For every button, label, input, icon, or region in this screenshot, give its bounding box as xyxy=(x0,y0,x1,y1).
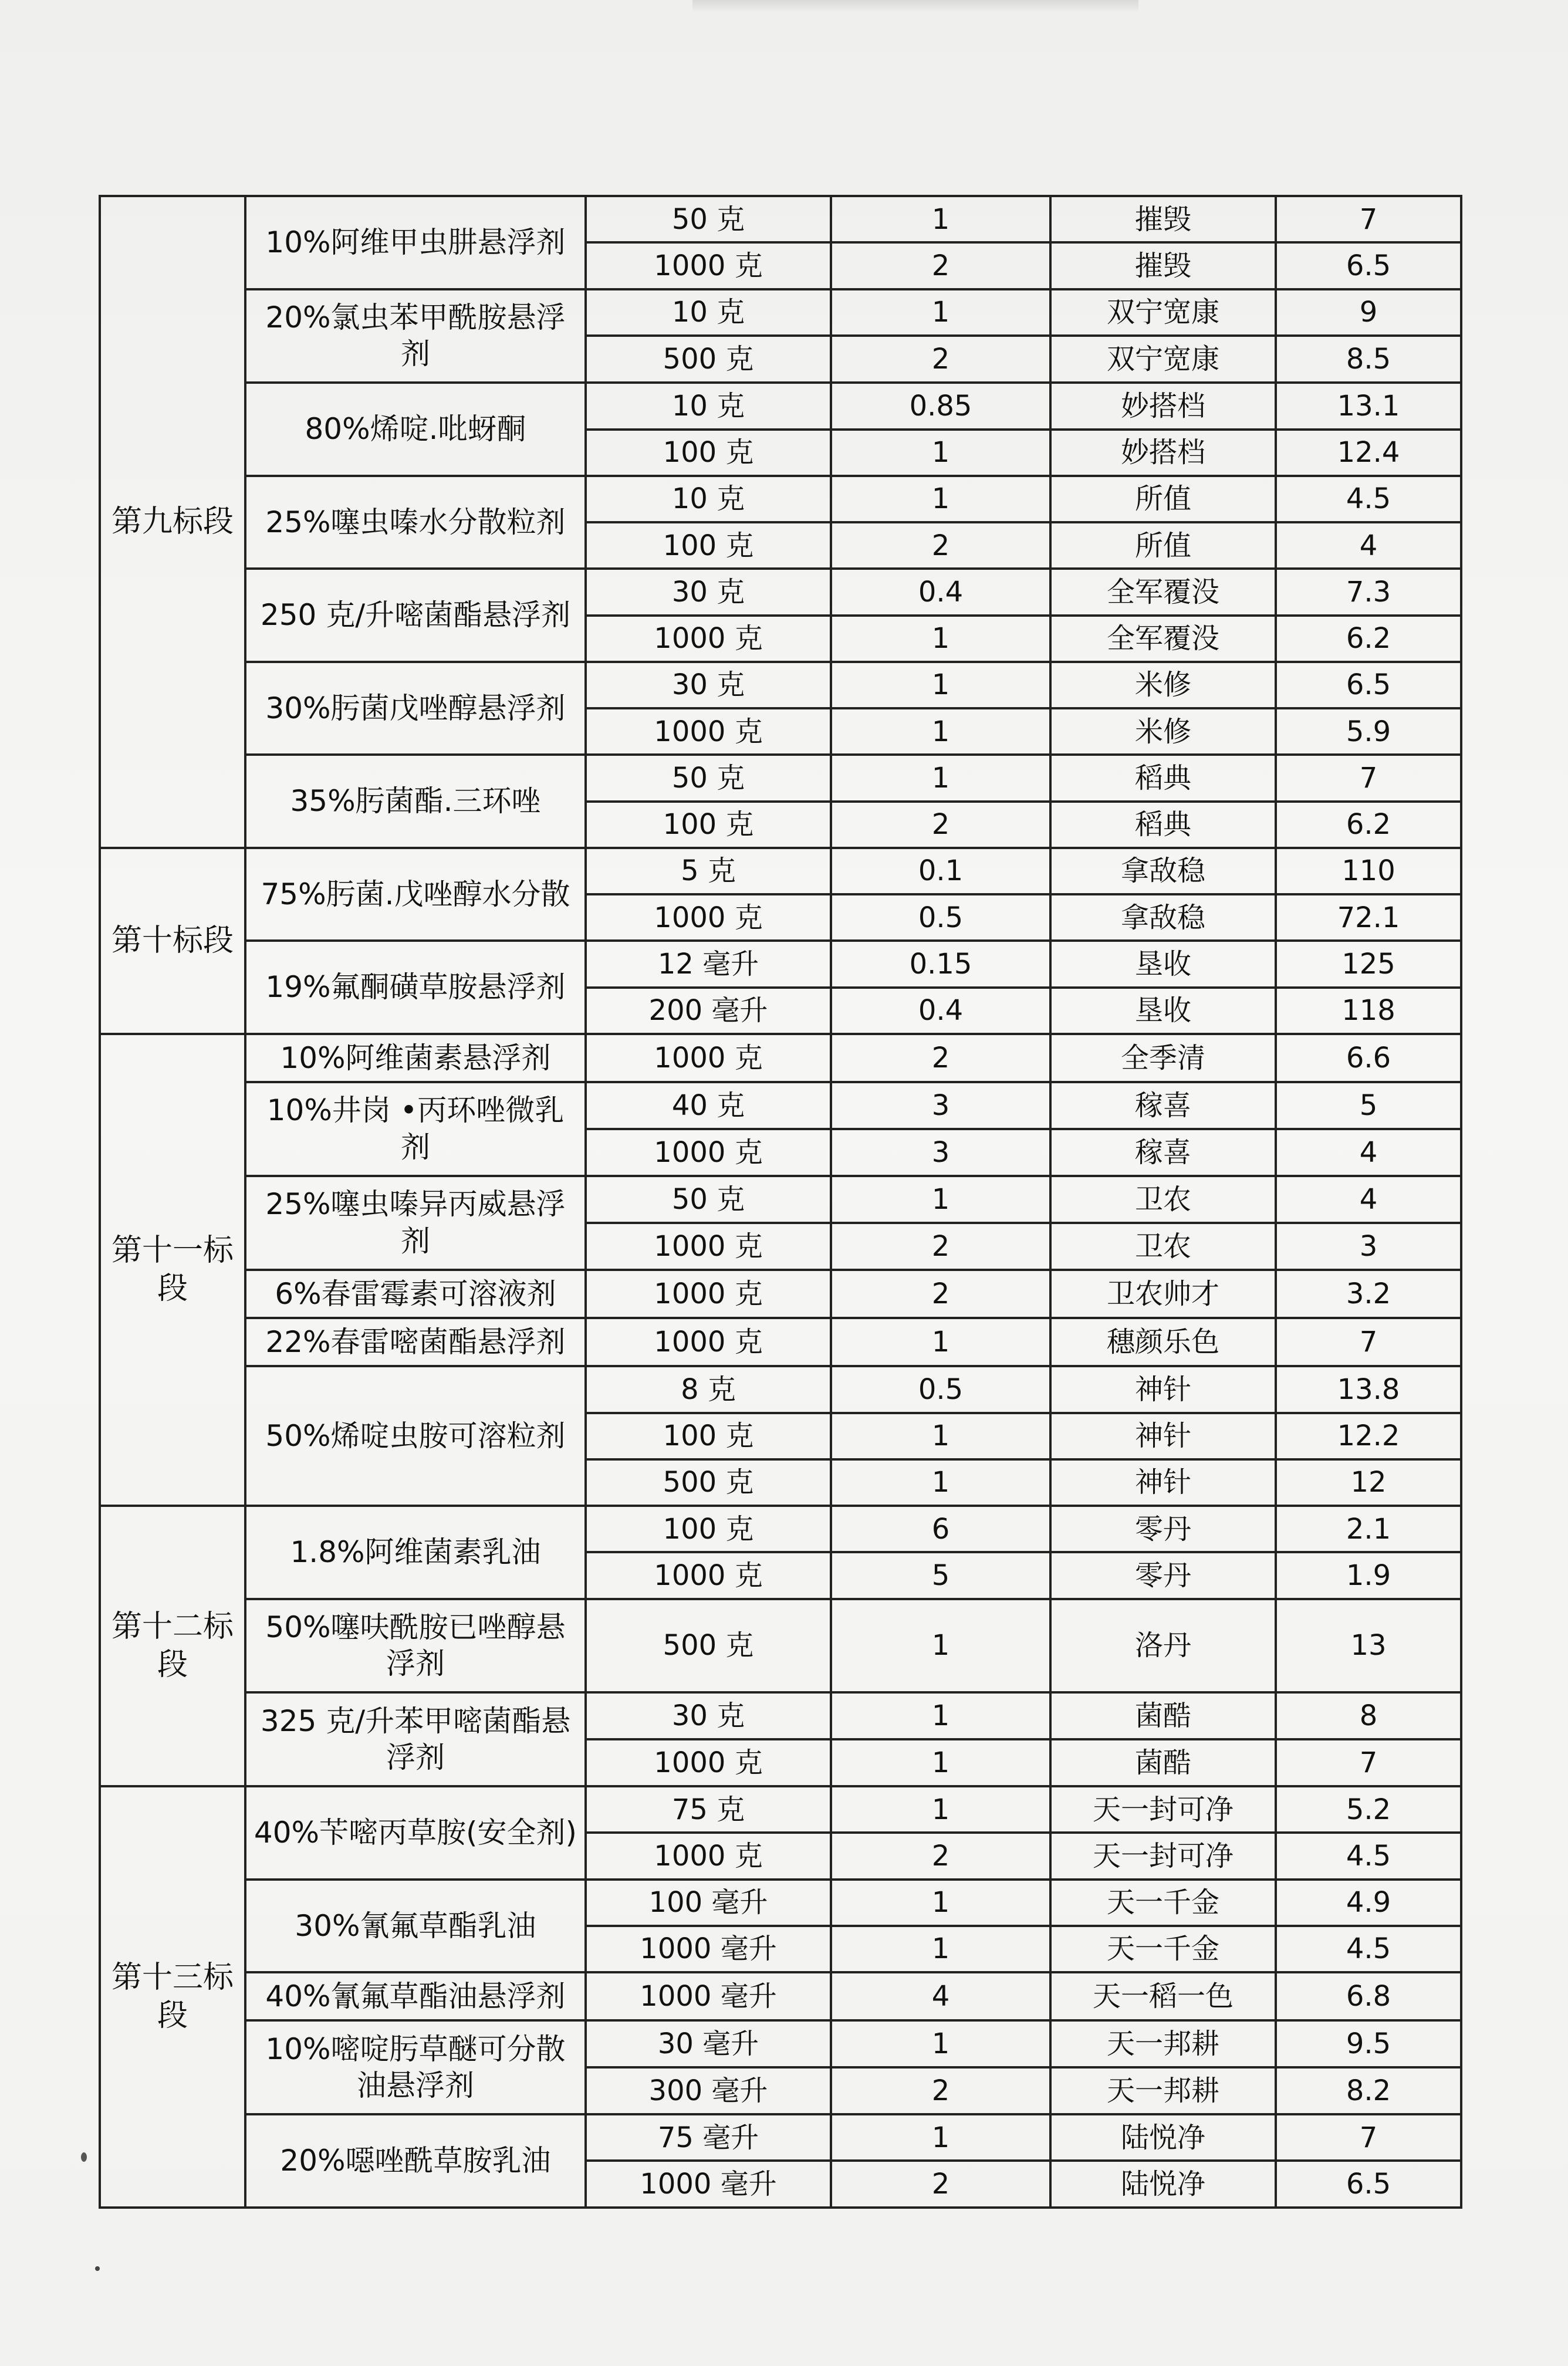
qty-cell: 2 xyxy=(831,2067,1050,2114)
brand-cell: 卫农帅才 xyxy=(1050,1270,1276,1318)
spec-cell: 1000 克 xyxy=(586,1129,831,1176)
brand-cell: 卫农 xyxy=(1050,1223,1276,1270)
product-name-cell: 30%氰氟草酯乳油 xyxy=(245,1880,586,1973)
product-name-cell: 10%阿维菌素悬浮剂 xyxy=(245,1034,586,1082)
price-cell: 5 xyxy=(1276,1082,1461,1129)
price-cell: 4 xyxy=(1276,1129,1461,1176)
qty-cell: 1 xyxy=(831,1739,1050,1786)
price-cell: 6.5 xyxy=(1276,2161,1461,2208)
spec-cell: 500 克 xyxy=(586,1459,831,1506)
qty-cell: 0.1 xyxy=(831,848,1050,894)
spec-cell: 500 克 xyxy=(586,1599,831,1693)
section-name-cell: 第十二标段 xyxy=(100,1506,245,1786)
table-row xyxy=(100,1972,1461,2020)
spec-cell: 1000 克 xyxy=(586,242,831,289)
qty-cell: 3 xyxy=(831,1082,1050,1129)
qty-cell: 6 xyxy=(831,1506,1050,1552)
price-cell: 1.9 xyxy=(1276,1552,1461,1598)
qty-cell: 1 xyxy=(831,2020,1050,2067)
price-cell: 5.2 xyxy=(1276,1786,1461,1833)
qty-cell: 1 xyxy=(831,289,1050,336)
table-row xyxy=(100,848,1461,894)
brand-cell: 零丹 xyxy=(1050,1506,1276,1552)
qty-cell: 1 xyxy=(831,1599,1050,1693)
qty-cell: 1 xyxy=(831,1880,1050,1926)
table-row xyxy=(100,2114,1461,2161)
spec-cell: 10 克 xyxy=(586,289,831,336)
table-row xyxy=(100,1880,1461,1926)
scan-speck xyxy=(95,2266,100,2271)
brand-cell: 所值 xyxy=(1050,522,1276,569)
price-cell: 8.2 xyxy=(1276,2067,1461,2114)
qty-cell: 1 xyxy=(831,1459,1050,1506)
qty-cell: 1 xyxy=(831,1413,1050,1459)
brand-cell: 天一封可净 xyxy=(1050,1833,1276,1879)
table-row xyxy=(100,1318,1461,1366)
spec-cell: 1000 毫升 xyxy=(586,1926,831,1972)
brand-cell: 天一封可净 xyxy=(1050,1786,1276,1833)
qty-cell: 2 xyxy=(831,2161,1050,2208)
price-cell: 7 xyxy=(1276,1318,1461,1366)
table-row xyxy=(100,1270,1461,1318)
product-name-cell: 10%阿维甲虫肼悬浮剂 xyxy=(245,196,586,289)
price-cell: 7 xyxy=(1276,755,1461,801)
spec-cell: 30 毫升 xyxy=(586,2020,831,2067)
bleed-through-shadow xyxy=(692,0,1138,13)
brand-cell: 稼喜 xyxy=(1050,1129,1276,1176)
spec-cell: 1000 克 xyxy=(586,1833,831,1879)
spec-cell: 1000 克 xyxy=(586,1034,831,1082)
price-cell: 13.8 xyxy=(1276,1366,1461,1412)
brand-cell: 妙搭档 xyxy=(1050,430,1276,476)
spec-cell: 30 克 xyxy=(586,662,831,708)
price-cell: 4 xyxy=(1276,522,1461,569)
qty-cell: 1 xyxy=(831,430,1050,476)
price-cell: 13 xyxy=(1276,1599,1461,1693)
product-name-cell: 80%烯啶.吡蚜酮 xyxy=(245,383,586,476)
product-name-cell: 40%苄嘧丙草胺(安全剂) xyxy=(245,1786,586,1880)
spec-cell: 1000 克 xyxy=(586,616,831,662)
product-name-cell: 25%噻虫嗪水分散粒剂 xyxy=(245,476,586,569)
price-cell: 7.3 xyxy=(1276,569,1461,615)
qty-cell: 2 xyxy=(831,802,1050,848)
qty-cell: 0.4 xyxy=(831,988,1050,1034)
qty-cell: 0.85 xyxy=(831,383,1050,429)
brand-cell: 天一稻一色 xyxy=(1050,1972,1276,2020)
qty-cell: 1 xyxy=(831,1926,1050,1972)
qty-cell: 2 xyxy=(831,1034,1050,1082)
spec-cell: 30 克 xyxy=(586,569,831,615)
price-cell: 7 xyxy=(1276,2114,1461,2161)
spec-cell: 12 毫升 xyxy=(586,941,831,987)
qty-cell: 0.5 xyxy=(831,1366,1050,1412)
table-row xyxy=(100,1599,1461,1693)
spec-cell: 50 克 xyxy=(586,1176,831,1223)
price-cell: 4.5 xyxy=(1276,476,1461,522)
table-row xyxy=(100,1506,1461,1552)
table-row xyxy=(100,1692,1461,1739)
price-cell: 6.8 xyxy=(1276,1972,1461,2020)
price-cell: 3.2 xyxy=(1276,1270,1461,1318)
brand-cell: 稻典 xyxy=(1050,755,1276,801)
qty-cell: 3 xyxy=(831,1129,1050,1176)
price-cell: 12.2 xyxy=(1276,1413,1461,1459)
qty-cell: 1 xyxy=(831,2114,1050,2161)
spec-cell: 40 克 xyxy=(586,1082,831,1129)
price-cell: 110 xyxy=(1276,848,1461,894)
spec-cell: 100 克 xyxy=(586,802,831,848)
price-cell: 8 xyxy=(1276,1692,1461,1739)
brand-cell: 米修 xyxy=(1050,708,1276,755)
qty-cell: 0.15 xyxy=(831,941,1050,987)
brand-cell: 全军覆没 xyxy=(1050,616,1276,662)
brand-cell: 妙搭档 xyxy=(1050,383,1276,429)
section-name-cell: 第十一标段 xyxy=(100,1034,245,1506)
product-name-cell: 25%噻虫嗪异丙威悬浮剂 xyxy=(245,1176,586,1270)
spec-cell: 8 克 xyxy=(586,1366,831,1412)
price-cell: 12.4 xyxy=(1276,430,1461,476)
table-row xyxy=(100,2020,1461,2067)
spec-cell: 75 毫升 xyxy=(586,2114,831,2161)
brand-cell: 神针 xyxy=(1050,1413,1276,1459)
price-cell: 7 xyxy=(1276,196,1461,242)
qty-cell: 2 xyxy=(831,1223,1050,1270)
spec-cell: 100 克 xyxy=(586,1506,831,1552)
table-row xyxy=(100,569,1461,615)
spec-cell: 100 毫升 xyxy=(586,1880,831,1926)
product-name-cell: 1.8%阿维菌素乳油 xyxy=(245,1506,586,1599)
brand-cell: 穗颜乐色 xyxy=(1050,1318,1276,1366)
table-row xyxy=(100,196,1461,242)
brand-cell: 全军覆没 xyxy=(1050,569,1276,615)
qty-cell: 1 xyxy=(831,1318,1050,1366)
spec-cell: 1000 克 xyxy=(586,1318,831,1366)
price-cell: 9.5 xyxy=(1276,2020,1461,2067)
spec-cell: 5 克 xyxy=(586,848,831,894)
spec-cell: 500 克 xyxy=(586,336,831,383)
price-cell: 4.5 xyxy=(1276,1926,1461,1972)
table-row xyxy=(100,1786,1461,1833)
spec-cell: 50 克 xyxy=(586,755,831,801)
qty-cell: 1 xyxy=(831,1176,1050,1223)
price-cell: 8.5 xyxy=(1276,336,1461,383)
price-cell: 72.1 xyxy=(1276,894,1461,941)
product-name-cell: 50%噻呋酰胺已唑醇悬浮剂 xyxy=(245,1599,586,1693)
price-cell: 6.2 xyxy=(1276,802,1461,848)
brand-cell: 天一千金 xyxy=(1050,1926,1276,1972)
spec-cell: 1000 克 xyxy=(586,1223,831,1270)
table-row xyxy=(100,1176,1461,1223)
product-name-cell: 10%井岗 •丙环唑微乳剂 xyxy=(245,1082,586,1176)
brand-cell: 全季清 xyxy=(1050,1034,1276,1082)
qty-cell: 2 xyxy=(831,336,1050,383)
qty-cell: 1 xyxy=(831,662,1050,708)
product-name-cell: 6%春雷霉素可溶液剂 xyxy=(245,1270,586,1318)
brand-cell: 天一邦耕 xyxy=(1050,2067,1276,2114)
qty-cell: 5 xyxy=(831,1552,1050,1598)
brand-cell: 双宁宽康 xyxy=(1050,336,1276,383)
qty-cell: 1 xyxy=(831,196,1050,242)
brand-cell: 稼喜 xyxy=(1050,1082,1276,1129)
price-cell: 12 xyxy=(1276,1459,1461,1506)
table-row xyxy=(100,383,1461,429)
table-row xyxy=(100,289,1461,336)
spec-cell: 1000 毫升 xyxy=(586,1972,831,2020)
section-name-cell: 第九标段 xyxy=(100,196,245,848)
product-name-cell: 35%肟菌酯.三环唑 xyxy=(245,755,586,848)
brand-cell: 洛丹 xyxy=(1050,1599,1276,1693)
product-name-cell: 325 克/升苯甲嘧菌酯悬浮剂 xyxy=(245,1692,586,1786)
spec-cell: 100 克 xyxy=(586,522,831,569)
qty-cell: 2 xyxy=(831,522,1050,569)
pesticide-price-table xyxy=(99,195,1462,2209)
spec-cell: 300 毫升 xyxy=(586,2067,831,2114)
qty-cell: 2 xyxy=(831,1833,1050,1879)
qty-cell: 1 xyxy=(831,476,1050,522)
price-cell: 6.5 xyxy=(1276,242,1461,289)
table-row xyxy=(100,1082,1461,1129)
spec-cell: 1000 克 xyxy=(586,894,831,941)
brand-cell: 零丹 xyxy=(1050,1552,1276,1598)
spec-cell: 50 克 xyxy=(586,196,831,242)
price-cell: 7 xyxy=(1276,1739,1461,1786)
spec-cell: 100 克 xyxy=(586,430,831,476)
brand-cell: 垦收 xyxy=(1050,988,1276,1034)
product-name-cell: 19%氟酮磺草胺悬浮剂 xyxy=(245,941,586,1034)
brand-cell: 神针 xyxy=(1050,1459,1276,1506)
price-cell: 6.2 xyxy=(1276,616,1461,662)
qty-cell: 2 xyxy=(831,1270,1050,1318)
product-name-cell: 50%烯啶虫胺可溶粒剂 xyxy=(245,1366,586,1506)
price-cell: 4 xyxy=(1276,1176,1461,1223)
table-row xyxy=(100,755,1461,801)
brand-cell: 天一千金 xyxy=(1050,1880,1276,1926)
price-cell: 13.1 xyxy=(1276,383,1461,429)
price-cell: 6.6 xyxy=(1276,1034,1461,1082)
brand-cell: 陆悦净 xyxy=(1050,2114,1276,2161)
table-row xyxy=(100,1034,1461,1082)
brand-cell: 卫农 xyxy=(1050,1176,1276,1223)
brand-cell: 拿敌稳 xyxy=(1050,894,1276,941)
scan-speck xyxy=(81,2152,87,2162)
price-cell: 4.9 xyxy=(1276,1880,1461,1926)
table-body xyxy=(100,196,1461,2208)
product-name-cell: 30%肟菌戊唑醇悬浮剂 xyxy=(245,662,586,755)
brand-cell: 拿敌稳 xyxy=(1050,848,1276,894)
product-name-cell: 250 克/升嘧菌酯悬浮剂 xyxy=(245,569,586,662)
qty-cell: 1 xyxy=(831,1692,1050,1739)
brand-cell: 摧毁 xyxy=(1050,242,1276,289)
price-cell: 2.1 xyxy=(1276,1506,1461,1552)
price-cell: 5.9 xyxy=(1276,708,1461,755)
qty-cell: 1 xyxy=(831,616,1050,662)
brand-cell: 双宁宽康 xyxy=(1050,289,1276,336)
table-row xyxy=(100,662,1461,708)
table-row xyxy=(100,476,1461,522)
price-cell: 9 xyxy=(1276,289,1461,336)
product-name-cell: 10%嘧啶肟草醚可分散油悬浮剂 xyxy=(245,2020,586,2114)
qty-cell: 0.5 xyxy=(831,894,1050,941)
spec-cell: 200 毫升 xyxy=(586,988,831,1034)
brand-cell: 垦收 xyxy=(1050,941,1276,987)
spec-cell: 1000 克 xyxy=(586,1270,831,1318)
spec-cell: 10 克 xyxy=(586,476,831,522)
qty-cell: 1 xyxy=(831,755,1050,801)
qty-cell: 4 xyxy=(831,1972,1050,2020)
spec-cell: 30 克 xyxy=(586,1692,831,1739)
brand-cell: 米修 xyxy=(1050,662,1276,708)
spec-cell: 1000 克 xyxy=(586,1739,831,1786)
brand-cell: 菌酷 xyxy=(1050,1692,1276,1739)
price-cell: 125 xyxy=(1276,941,1461,987)
qty-cell: 0.4 xyxy=(831,569,1050,615)
table-row xyxy=(100,941,1461,987)
brand-cell: 所值 xyxy=(1050,476,1276,522)
spec-cell: 1000 毫升 xyxy=(586,2161,831,2208)
section-name-cell: 第十标段 xyxy=(100,848,245,1034)
brand-cell: 菌酷 xyxy=(1050,1739,1276,1786)
price-cell: 6.5 xyxy=(1276,662,1461,708)
qty-cell: 1 xyxy=(831,1786,1050,1833)
qty-cell: 2 xyxy=(831,242,1050,289)
brand-cell: 摧毁 xyxy=(1050,196,1276,242)
price-cell: 3 xyxy=(1276,1223,1461,1270)
product-name-cell: 20%氯虫苯甲酰胺悬浮剂 xyxy=(245,289,586,383)
spec-cell: 100 克 xyxy=(586,1413,831,1459)
price-cell: 4.5 xyxy=(1276,1833,1461,1879)
product-name-cell: 75%肟菌.戊唑醇水分散 xyxy=(245,848,586,941)
brand-cell: 稻典 xyxy=(1050,802,1276,848)
qty-cell: 1 xyxy=(831,708,1050,755)
brand-cell: 天一邦耕 xyxy=(1050,2020,1276,2067)
spec-cell: 1000 克 xyxy=(586,708,831,755)
product-name-cell: 20%噁唑酰草胺乳油 xyxy=(245,2114,586,2208)
table-row xyxy=(100,1366,1461,1412)
spec-cell: 1000 克 xyxy=(586,1552,831,1598)
product-name-cell: 22%春雷嘧菌酯悬浮剂 xyxy=(245,1318,586,1366)
price-cell: 118 xyxy=(1276,988,1461,1034)
section-name-cell: 第十三标段 xyxy=(100,1786,245,2208)
spec-cell: 75 克 xyxy=(586,1786,831,1833)
product-name-cell: 40%氰氟草酯油悬浮剂 xyxy=(245,1972,586,2020)
brand-cell: 神针 xyxy=(1050,1366,1276,1412)
spec-cell: 10 克 xyxy=(586,383,831,429)
brand-cell: 陆悦净 xyxy=(1050,2161,1276,2208)
